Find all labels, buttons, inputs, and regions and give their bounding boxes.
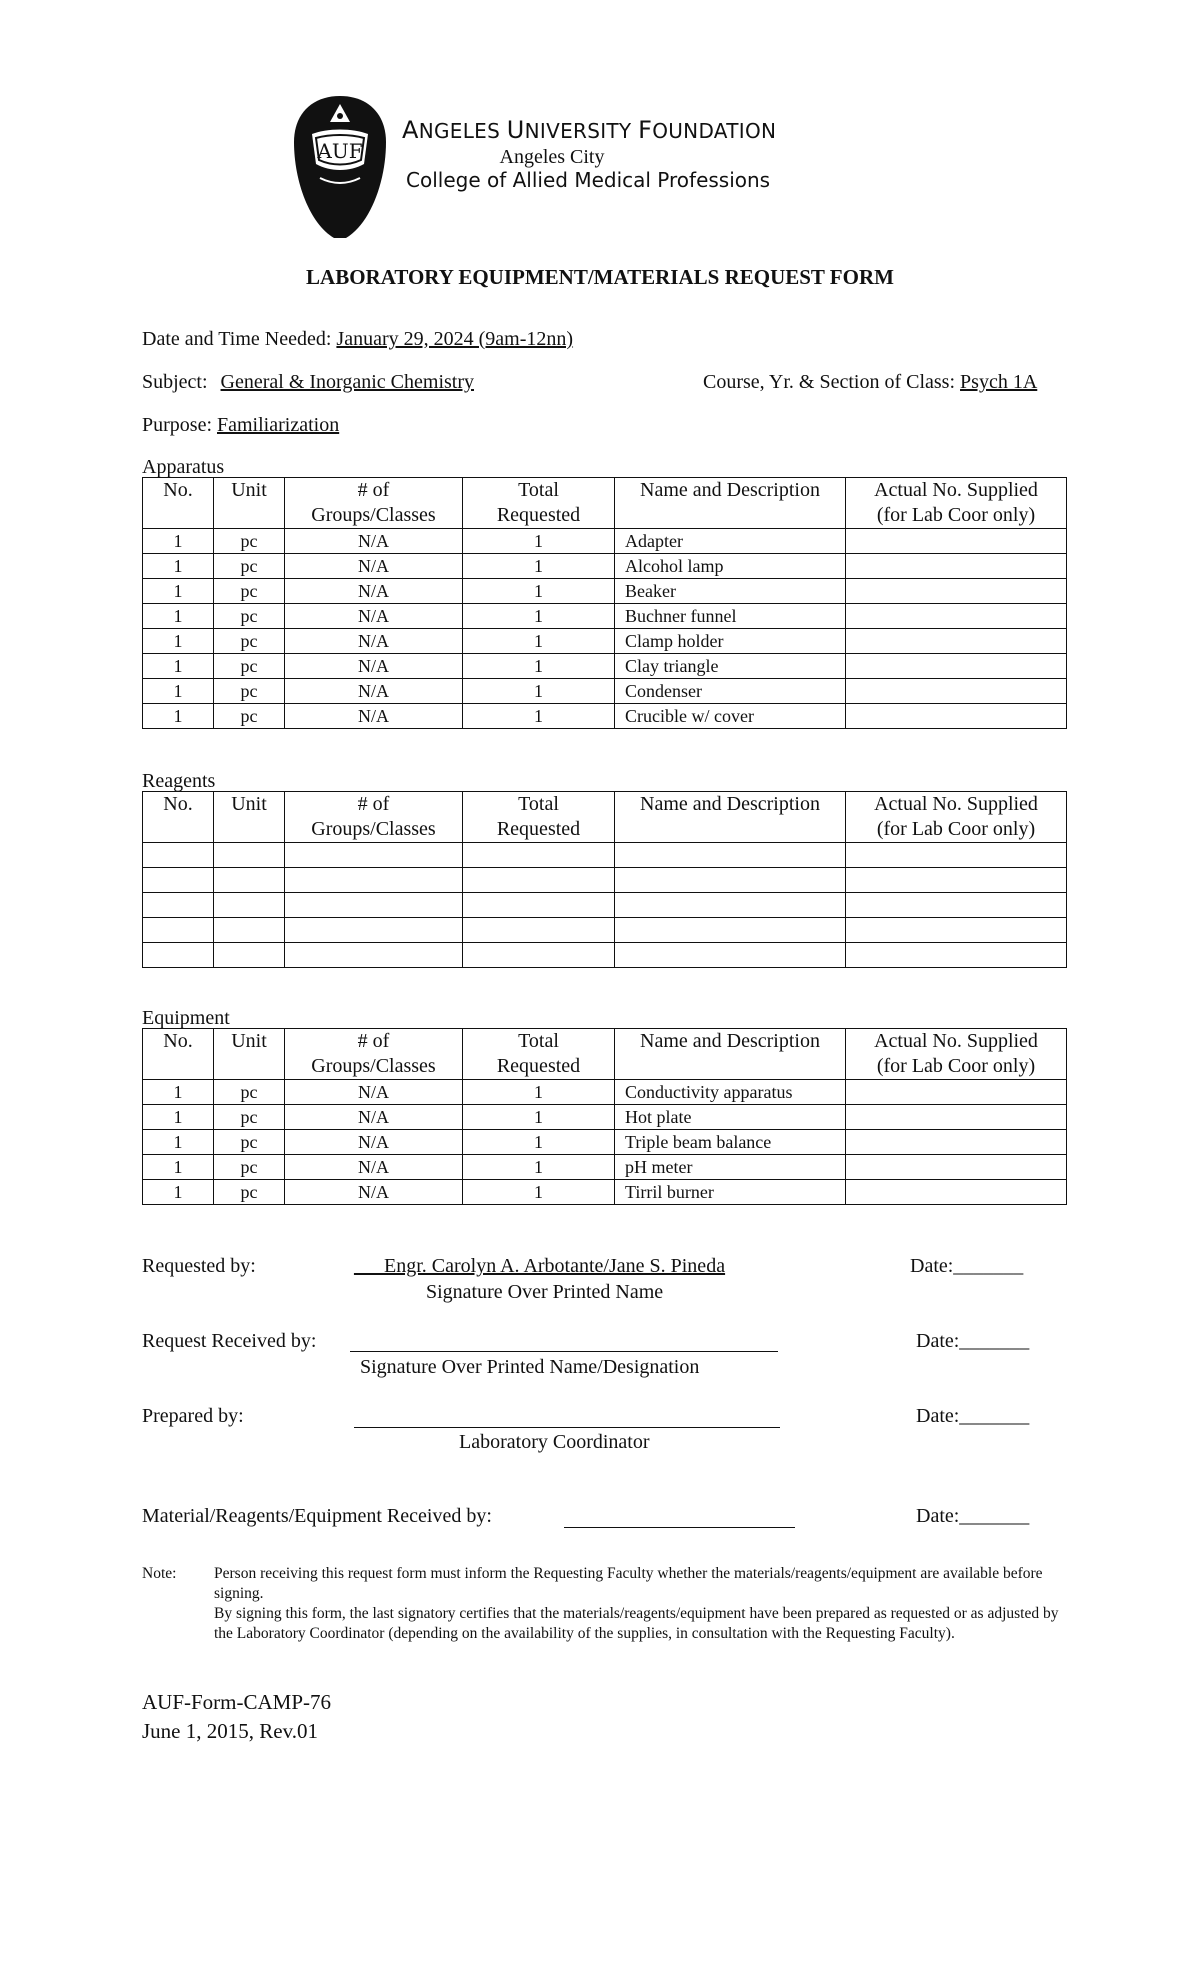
apparatus-table xyxy=(142,477,1067,729)
cell-groups: N/A xyxy=(285,1105,463,1130)
cell-no xyxy=(143,943,214,968)
cell-groups xyxy=(285,843,463,868)
cell-actual[interactable] xyxy=(846,893,1067,918)
requested-by-caption: Signature Over Printed Name xyxy=(426,1281,664,1303)
subject-label: Subject: xyxy=(142,371,208,393)
cell-total: 1 xyxy=(463,654,615,679)
header-unit xyxy=(214,1029,285,1080)
course-label: Course, Yr. & Section of Class: xyxy=(703,371,961,393)
university-city: Angeles City xyxy=(499,146,605,168)
cell-name: Beaker xyxy=(615,579,846,604)
header-actual xyxy=(846,792,1067,843)
form-code: AUF-Form-CAMP-76 xyxy=(142,1690,332,1714)
date-time-field xyxy=(142,328,573,351)
cell-total: 1 xyxy=(463,604,615,629)
cell-total: 1 xyxy=(463,1130,615,1155)
cell-name: Crucible w/ cover xyxy=(615,704,846,729)
cell-unit xyxy=(214,918,285,943)
header-actual-text: Actual No. Supplied xyxy=(874,1030,1038,1052)
materials-received-label: Material/Reagents/Equipment Received by: xyxy=(142,1505,492,1527)
prepared-by-label: Prepared by: xyxy=(142,1405,244,1427)
header-total-text: Total xyxy=(518,793,559,815)
equipment-table-header xyxy=(143,1029,1067,1080)
cell-no: 1 xyxy=(143,529,214,554)
cell-name: pH meter xyxy=(615,1155,846,1180)
table-row xyxy=(143,679,1067,704)
reagents-table xyxy=(142,791,1067,968)
header-name-text: Name and Description xyxy=(640,1030,820,1052)
header-groups xyxy=(285,478,463,529)
subject-field xyxy=(142,371,474,394)
cell-name: Alcohol lamp xyxy=(615,554,846,579)
table-row xyxy=(143,1105,1067,1130)
cell-actual[interactable] xyxy=(846,918,1067,943)
equipment-table xyxy=(142,1028,1067,1205)
form-footer xyxy=(142,1688,331,1746)
cell-unit xyxy=(214,843,285,868)
cell-actual[interactable] xyxy=(846,843,1067,868)
header-unit-text: Unit xyxy=(231,479,267,501)
header-unit xyxy=(214,792,285,843)
cell-total xyxy=(463,868,615,893)
course-value: Psych 1A xyxy=(960,371,1038,393)
cell-total xyxy=(463,843,615,868)
cell-groups: N/A xyxy=(285,679,463,704)
table-row xyxy=(143,1130,1067,1155)
cell-actual[interactable] xyxy=(846,1080,1067,1105)
cell-no: 1 xyxy=(143,1155,214,1180)
header-name-text: Name and Description xyxy=(640,479,820,501)
requested-by-name: ___Engr. Carolyn A. Arbotante/Jane S. Pineda xyxy=(354,1255,726,1277)
cell-groups: N/A xyxy=(285,579,463,604)
cell-groups xyxy=(285,893,463,918)
cell-groups: N/A xyxy=(285,629,463,654)
cell-actual[interactable] xyxy=(846,704,1067,729)
table-row xyxy=(143,654,1067,679)
table-row xyxy=(143,868,1067,893)
cell-actual[interactable] xyxy=(846,629,1067,654)
cell-unit: pc xyxy=(214,1180,285,1205)
table-row xyxy=(143,529,1067,554)
cell-total xyxy=(463,918,615,943)
table-row xyxy=(143,1180,1067,1205)
cell-total: 1 xyxy=(463,554,615,579)
cell-groups: N/A xyxy=(285,604,463,629)
header-groups-text: Groups/Classes xyxy=(311,818,436,840)
cell-unit: pc xyxy=(214,1080,285,1105)
cell-no: 1 xyxy=(143,1080,214,1105)
equipment-table-body xyxy=(143,1080,1067,1205)
cell-total: 1 xyxy=(463,579,615,604)
college-name: College of Allied Medical Professions xyxy=(406,168,771,192)
cell-groups xyxy=(285,918,463,943)
header-groups-text: # of xyxy=(357,1030,390,1052)
cell-unit: pc xyxy=(214,579,285,604)
cell-groups: N/A xyxy=(285,704,463,729)
cell-unit: pc xyxy=(214,679,285,704)
received-by-signature-line[interactable] xyxy=(350,1351,778,1352)
cell-groups: N/A xyxy=(285,1155,463,1180)
cell-unit: pc xyxy=(214,604,285,629)
cell-actual[interactable] xyxy=(846,579,1067,604)
apparatus-table-header xyxy=(143,478,1067,529)
cell-name: Clay triangle xyxy=(615,654,846,679)
course-field xyxy=(703,371,1037,394)
header-total-text: Requested xyxy=(496,1055,581,1077)
cell-no: 1 xyxy=(143,554,214,579)
header-unit-text: Unit xyxy=(231,1030,267,1052)
cell-name xyxy=(615,943,846,968)
header-actual-text: (for Lab Coor only) xyxy=(876,504,1036,526)
cell-name: Conductivity apparatus xyxy=(615,1080,846,1105)
cell-unit: pc xyxy=(214,629,285,654)
purpose-label: Purpose: xyxy=(142,414,217,436)
cell-name xyxy=(615,918,846,943)
cell-actual[interactable] xyxy=(846,1130,1067,1155)
cell-no: 1 xyxy=(143,1130,214,1155)
table-row xyxy=(143,579,1067,604)
cell-no xyxy=(143,893,214,918)
table-header-row xyxy=(143,1029,1067,1080)
header-actual xyxy=(846,478,1067,529)
received-by-caption: Signature Over Printed Name/Designation xyxy=(360,1356,700,1378)
cell-no: 1 xyxy=(143,704,214,729)
form-title: LABORATORY EQUIPMENT/MATERIALS REQUEST FORM xyxy=(306,265,894,289)
apparatus-label: Apparatus xyxy=(142,456,225,478)
cell-unit: pc xyxy=(214,704,285,729)
cell-unit xyxy=(214,868,285,893)
header-actual xyxy=(846,1029,1067,1080)
header-no-text: No. xyxy=(163,479,193,501)
cell-name: Buchner funnel xyxy=(615,604,846,629)
cell-groups: N/A xyxy=(285,1080,463,1105)
cell-total: 1 xyxy=(463,629,615,654)
cell-actual[interactable] xyxy=(846,529,1067,554)
table-row xyxy=(143,604,1067,629)
header-unit-text: Unit xyxy=(231,793,267,815)
header-groups xyxy=(285,792,463,843)
cell-name: Condenser xyxy=(615,679,846,704)
header-groups-text: # of xyxy=(357,793,390,815)
header-no xyxy=(143,792,214,843)
header-name xyxy=(615,478,846,529)
cell-groups: N/A xyxy=(285,654,463,679)
header-total-text: Total xyxy=(518,479,559,501)
materials-received-signature-line[interactable] xyxy=(564,1527,795,1528)
received-by-label: Request Received by: xyxy=(142,1330,317,1352)
table-row xyxy=(143,629,1067,654)
cell-name: Clamp holder xyxy=(615,629,846,654)
materials-received-date: Date:_______ xyxy=(916,1505,1030,1527)
cell-no xyxy=(143,843,214,868)
cell-name xyxy=(615,843,846,868)
header-actual-text: (for Lab Coor only) xyxy=(876,818,1036,840)
note-line-2: By signing this form, the last signatory certifies that the materials/reagents/equipment have been prepared as requested or as adjusted by the Laboratory Coordinator (depending on the availability of the supplies, in consultation with the Requesting Faculty). xyxy=(214,1605,1059,1642)
cell-groups: N/A xyxy=(285,1180,463,1205)
table-header-row xyxy=(143,478,1067,529)
cell-total: 1 xyxy=(463,529,615,554)
cell-unit: pc xyxy=(214,1130,285,1155)
cell-total: 1 xyxy=(463,1180,615,1205)
cell-total: 1 xyxy=(463,1155,615,1180)
note-text xyxy=(214,1564,1072,1644)
cell-no: 1 xyxy=(143,1180,214,1205)
table-row xyxy=(143,943,1067,968)
cell-unit: pc xyxy=(214,1155,285,1180)
cell-actual[interactable] xyxy=(846,1155,1067,1180)
university-seal-logo xyxy=(290,92,390,242)
cell-total: 1 xyxy=(463,704,615,729)
header-total xyxy=(463,1029,615,1080)
cell-name: Hot plate xyxy=(615,1105,846,1130)
header-no-text: No. xyxy=(163,1030,193,1052)
cell-unit xyxy=(214,943,285,968)
cell-no xyxy=(143,868,214,893)
purpose-field xyxy=(142,414,339,437)
cell-name xyxy=(615,893,846,918)
cell-unit: pc xyxy=(214,529,285,554)
cell-no: 1 xyxy=(143,1105,214,1130)
cell-no: 1 xyxy=(143,679,214,704)
cell-no: 1 xyxy=(143,579,214,604)
cell-groups: N/A xyxy=(285,529,463,554)
header-total-text: Requested xyxy=(496,818,581,840)
cell-total: 1 xyxy=(463,679,615,704)
header-actual-text: Actual No. Supplied xyxy=(874,479,1038,501)
header-no xyxy=(143,1029,214,1080)
header-groups-text: Groups/Classes xyxy=(311,1055,436,1077)
table-row xyxy=(143,918,1067,943)
cell-name: Tirril burner xyxy=(615,1180,846,1205)
cell-actual[interactable] xyxy=(846,604,1067,629)
table-header-row xyxy=(143,792,1067,843)
header-total-text: Requested xyxy=(496,504,581,526)
university-name: ANGELES UNIVERSITY FOUNDATION xyxy=(402,116,777,144)
table-row xyxy=(143,704,1067,729)
cell-name xyxy=(615,868,846,893)
cell-groups: N/A xyxy=(285,554,463,579)
cell-actual[interactable] xyxy=(846,679,1067,704)
cell-actual[interactable] xyxy=(846,868,1067,893)
header-no xyxy=(143,478,214,529)
table-row xyxy=(143,1080,1067,1105)
cell-name: Adapter xyxy=(615,529,846,554)
cell-total xyxy=(463,893,615,918)
cell-total: 1 xyxy=(463,1105,615,1130)
cell-groups: N/A xyxy=(285,1130,463,1155)
received-date: Date:_______ xyxy=(916,1330,1030,1352)
cell-no: 1 xyxy=(143,604,214,629)
cell-actual[interactable] xyxy=(846,554,1067,579)
header-groups-text: # of xyxy=(357,479,390,501)
cell-unit: pc xyxy=(214,554,285,579)
cell-unit: pc xyxy=(214,1105,285,1130)
note-label: Note: xyxy=(142,1565,177,1582)
reagents-table-body xyxy=(143,843,1067,968)
header-groups-text: Groups/Classes xyxy=(311,504,436,526)
cell-no: 1 xyxy=(143,629,214,654)
apparatus-table-body xyxy=(143,529,1067,729)
header-actual-text: (for Lab Coor only) xyxy=(876,1055,1036,1077)
cell-no xyxy=(143,918,214,943)
header-groups xyxy=(285,1029,463,1080)
reagents-table-header xyxy=(143,792,1067,843)
cell-actual[interactable] xyxy=(846,1105,1067,1130)
table-row xyxy=(143,554,1067,579)
requested-date: Date:_______ xyxy=(910,1255,1024,1277)
table-row xyxy=(143,843,1067,868)
table-row xyxy=(143,893,1067,918)
date-time-label: Date and Time Needed: xyxy=(142,328,337,350)
cell-total xyxy=(463,943,615,968)
prepared-by-caption: Laboratory Coordinator xyxy=(459,1431,650,1453)
cell-actual[interactable] xyxy=(846,943,1067,968)
equipment-label: Equipment xyxy=(142,1007,230,1029)
note-line-1: Person receiving this request form must inform the Requesting Faculty whether the materials/reagents/equipment are available before signing. xyxy=(214,1565,1043,1602)
header-total-text: Total xyxy=(518,1030,559,1052)
prepared-by-signature-line[interactable] xyxy=(354,1427,780,1428)
cell-groups xyxy=(285,943,463,968)
subject-value: General & Inorganic Chemistry xyxy=(220,371,474,393)
form-revision: June 1, 2015, Rev.01 xyxy=(142,1719,318,1743)
cell-unit: pc xyxy=(214,654,285,679)
cell-groups xyxy=(285,868,463,893)
header-actual-text: Actual No. Supplied xyxy=(874,793,1038,815)
purpose-value: Familiarization xyxy=(217,414,340,436)
date-time-value: January 29, 2024 (9am-12nn) xyxy=(336,328,574,350)
header-no-text: No. xyxy=(163,793,193,815)
seal-lettering: AUF xyxy=(317,139,363,163)
header-total xyxy=(463,792,615,843)
prepared-date: Date:_______ xyxy=(916,1405,1030,1427)
header-total xyxy=(463,478,615,529)
cell-no: 1 xyxy=(143,654,214,679)
header-name xyxy=(615,792,846,843)
reagents-label: Reagents xyxy=(142,770,216,792)
cell-name: Triple beam balance xyxy=(615,1130,846,1155)
header-unit xyxy=(214,478,285,529)
cell-actual[interactable] xyxy=(846,654,1067,679)
cell-actual[interactable] xyxy=(846,1180,1067,1205)
table-row xyxy=(143,1155,1067,1180)
cell-unit xyxy=(214,893,285,918)
header-name-text: Name and Description xyxy=(640,793,820,815)
requested-by-label: Requested by: xyxy=(142,1255,256,1277)
cell-total: 1 xyxy=(463,1080,615,1105)
header-name xyxy=(615,1029,846,1080)
